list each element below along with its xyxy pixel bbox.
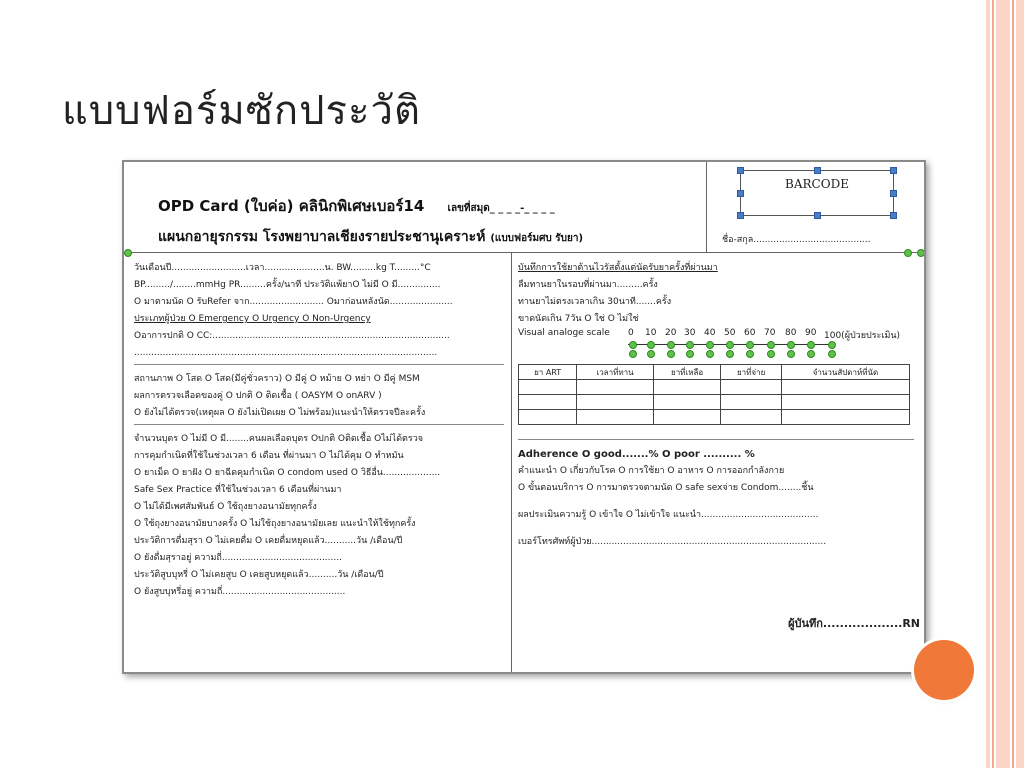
vas-point-icon [746,350,754,358]
line-handle-icon [124,249,132,257]
vas-tick-90: 90 [805,328,817,338]
resize-handle-icon [890,190,897,197]
arv-record-heading: บันทึกการใช้ยาต้านไวรัสตั้งแต่นัดรับยาครั้งที่ผ่านมา [518,263,718,273]
marital-status-line: สถานภาพ O โสด O โสด(มีคู่ชั่วคราว) O มีคู่ O หม้าย O หย่า O มีคู่ MSM [134,374,420,384]
right-column [518,260,914,551]
card-subtitle [158,226,583,248]
vas-point-icon [726,350,734,358]
vas-tick-60: 60 [744,328,756,338]
contraception-methods-line: O ยาเม็ด O ยาฝัง O ยาฉีดคุมกำเนิด O condom used O วิธีอื่น.................... [134,468,441,478]
decorative-stripes [986,0,1024,768]
card-header [124,162,924,253]
table-cell [519,410,577,425]
patient-type-line: ประเภทผู้ป่วย O Emergency O Urgency O Non-Urgency [134,314,371,324]
vas-point-icon [629,350,637,358]
vas-scale [628,328,908,358]
table-cell [519,380,577,395]
table-cell [519,395,577,410]
stripe-2 [992,0,994,768]
appointment-line: O มาตามนัด O รับRefer จาก.......................... Oมาก่อนหลังนัด...................... [134,297,453,307]
resize-handle-icon [737,190,744,197]
vitals-line: BP........./........mmHg PR.........ครั้ง/นาที ประวัติแพ้ยาO ไม่มี O มี............... [134,280,441,290]
barcode-box [740,170,894,216]
adherence-line: Adherence O good.......% O poor .......... % [518,449,755,460]
visit-info-line: วันเดือนปี..........................เวลา.....................น. BW.........kg T.........°C [134,263,431,273]
missed-appointment-line: ขาดนัดเกิน 7วัน O ใช่ O ไม่ใช่ [518,314,639,324]
stripe-1 [986,0,990,768]
table-row [519,380,910,395]
line-handle-icon [917,249,925,257]
table-cell [721,410,782,425]
vas-tick-40: 40 [704,328,716,338]
line-handle-icon [904,249,912,257]
resize-handle-icon [737,167,744,174]
section-separator [134,364,504,365]
table-cell [721,380,782,395]
table-cell [577,410,654,425]
table-cell [781,410,909,425]
missed-doses-line: ลืมทานยาในรอบที่ผ่านมา.........ครั้ง [518,280,658,290]
slide-title: แบบฟอร์มซักประวัติ [62,88,421,134]
resize-handle-icon [737,212,744,219]
vas-tick-80: 80 [785,328,797,338]
vas-point-icon [828,341,836,349]
col-header-dispensed: ยาที่จ่าย [721,365,782,380]
children-line: จำนวนบุตร O ไม่มี O มี........คนผลเลือดบุตร Oปกติ Oติดเชื้อ Oไม่ได้ตรวจ [134,434,424,444]
safe-sex-heading: Safe Sex Practice ที่ใช้ในช่วงเวลา 6 เดือนที่ผ่านมา [134,485,342,495]
column-divider [511,252,512,672]
table-cell [577,395,654,410]
section-separator [518,439,914,440]
vas-point-icon [746,341,754,349]
smoking-history-line: ประวัติสูบบุหรี่ O ไม่เคยสูบ O เคยสูบหยุดแล้ว..........วัน /เดือน/ปี [134,570,384,580]
vas-point-icon [667,350,675,358]
vas-point-icon [686,341,694,349]
safe-sex-options-1: O ไม่ได้มีเพศสัมพันธ์ O ใช้ถุงยางอนามัยทุกครั้ง [134,502,317,512]
col-header-remaining: ยาที่เหลือ [653,365,721,380]
stripe-3 [996,0,1010,768]
section-separator [134,424,504,425]
table-cell [653,380,721,395]
patient-name-line: ชื่อ-สกุล......................................... [722,235,871,245]
advice-line-2: O ขั้นตอนบริการ O การมาตรวจตามนัด O safe sexจ่าย Condom........ชิ้น [518,483,814,493]
vas-point-icon [686,350,694,358]
vas-point-icon [647,350,655,358]
accent-circle [914,640,974,700]
resize-handle-icon [890,212,897,219]
book-number: เลขที่สมุด_ _ _ _-_ _ _ _ [447,203,555,214]
opd-card-image [122,160,926,674]
vas-point-icon [647,341,655,349]
vas-tick-50: 50 [724,328,736,338]
vas-tick-20: 20 [665,328,677,338]
table-row [519,395,910,410]
vas-point-icon [787,341,795,349]
resize-handle-icon [814,167,821,174]
vas-point-icon [767,341,775,349]
col-header-weeks: จำนวนสัปดาห์ที่นัด [781,365,909,380]
vas-tick-70: 70 [764,328,776,338]
visual-analog-scale [518,328,914,358]
table-cell [653,410,721,425]
card-title-text: OPD Card (ใบค่อ) คลินิกพิเศษเบอร์14 [158,197,425,215]
contraception-line: การคุมกำเนิดที่ใช้ในช่วงเวลา 6 เดือน ที่ผ่านมา O ไม่ได้คุม O ทำหมัน [134,451,404,461]
barcode-label: BARCODE [785,177,849,191]
drug-table-header-row [519,365,910,380]
alcohol-history-line: ประวัติการดื่มสุรา O ไม่เคยดื่ม O เคยดื่มหยุดแล้ว...........วัน /เดือน/ปี [134,536,403,546]
card-title [158,194,555,218]
vas-point-icon [706,350,714,358]
partner-not-tested-line: O ยังไม่ได้ตรวจ(เหตุผล O ยังไม่เปิดเผย O ไม่พร้อม)แนะนำให้ตรวจปีละครั้ง [134,408,426,418]
vas-label: Visual analoge scale [518,328,610,338]
vas-point-icon [726,341,734,349]
table-cell [781,395,909,410]
chief-complaint-continued: .......................................................................................................... [134,348,438,358]
smoking-frequency-line: O ยังสูบบุหรี่อยู่ ความถี่........................................... [134,587,346,597]
vas-point-icon [706,341,714,349]
chief-complaint-line: Oอาการปกติ O CC:................................................................................... [134,331,450,341]
late-doses-line: ทานยาไม่ตรงเวลาเกิน 30นาที.......ครั้ง [518,297,672,307]
vas-point-icon [807,341,815,349]
drug-table [518,364,910,425]
department-text: แผนกอายุรกรรม โรงพยาบาลเชียงรายประชานุเคราะห์ [158,229,486,245]
vas-point-icon [807,350,815,358]
col-header-drug: ยา ART [519,365,577,380]
form-type: (แบบฟอร์มศบ รับยา) [490,233,584,244]
table-cell [577,380,654,395]
table-row [519,410,910,425]
vas-point-icon [767,350,775,358]
vas-point-icon [629,341,637,349]
alcohol-frequency-line: O ยังดื่มสุราอยู่ ความถี่.......................................... [134,553,342,563]
table-cell [721,395,782,410]
recorder-signature: ผู้บันทึก...................RN [788,617,920,630]
vas-tick-10: 10 [645,328,657,338]
resize-handle-icon [814,212,821,219]
advice-line-1: คำแนะนำ O เกี่ยวกับโรค O การใช้ยา O อาหาร O การออกกำลังกาย [518,466,785,476]
vas-point-icon [787,350,795,358]
vas-point-icon [667,341,675,349]
partner-blood-test-line: ผลการตรวจเลือดของคู่ O ปกติ O ติดเชื้อ ( OASYM O onARV ) [134,391,382,401]
stripe-4 [1012,0,1014,768]
resize-handle-icon [890,167,897,174]
vas-tick-0: 0 [628,328,634,338]
vas-point-icon [828,350,836,358]
header-divider [706,162,707,252]
assessment-line: ผลประเมินความรู้ O เข้าใจ O ไม่เข้าใจ แนะนำ......................................... [518,510,819,520]
table-cell [781,380,909,395]
table-cell [653,395,721,410]
phone-line: เบอร์โทรศัพท์ผู้ป่วย.................................................................................. [518,537,827,547]
vas-tick-100: 100(ผู้ป่วยประเมิน) [824,331,901,341]
left-column [134,260,504,601]
col-header-time: เวลาที่ทาน [577,365,654,380]
vas-tick-30: 30 [684,328,696,338]
safe-sex-options-2: O ใช้ถุงยางอนามัยบางครั้ง O ไม่ใช้ถุงยางอนามัยเลย แนะนำให้ใช้ทุกครั้ง [134,519,416,529]
stripe-5 [1016,0,1024,768]
